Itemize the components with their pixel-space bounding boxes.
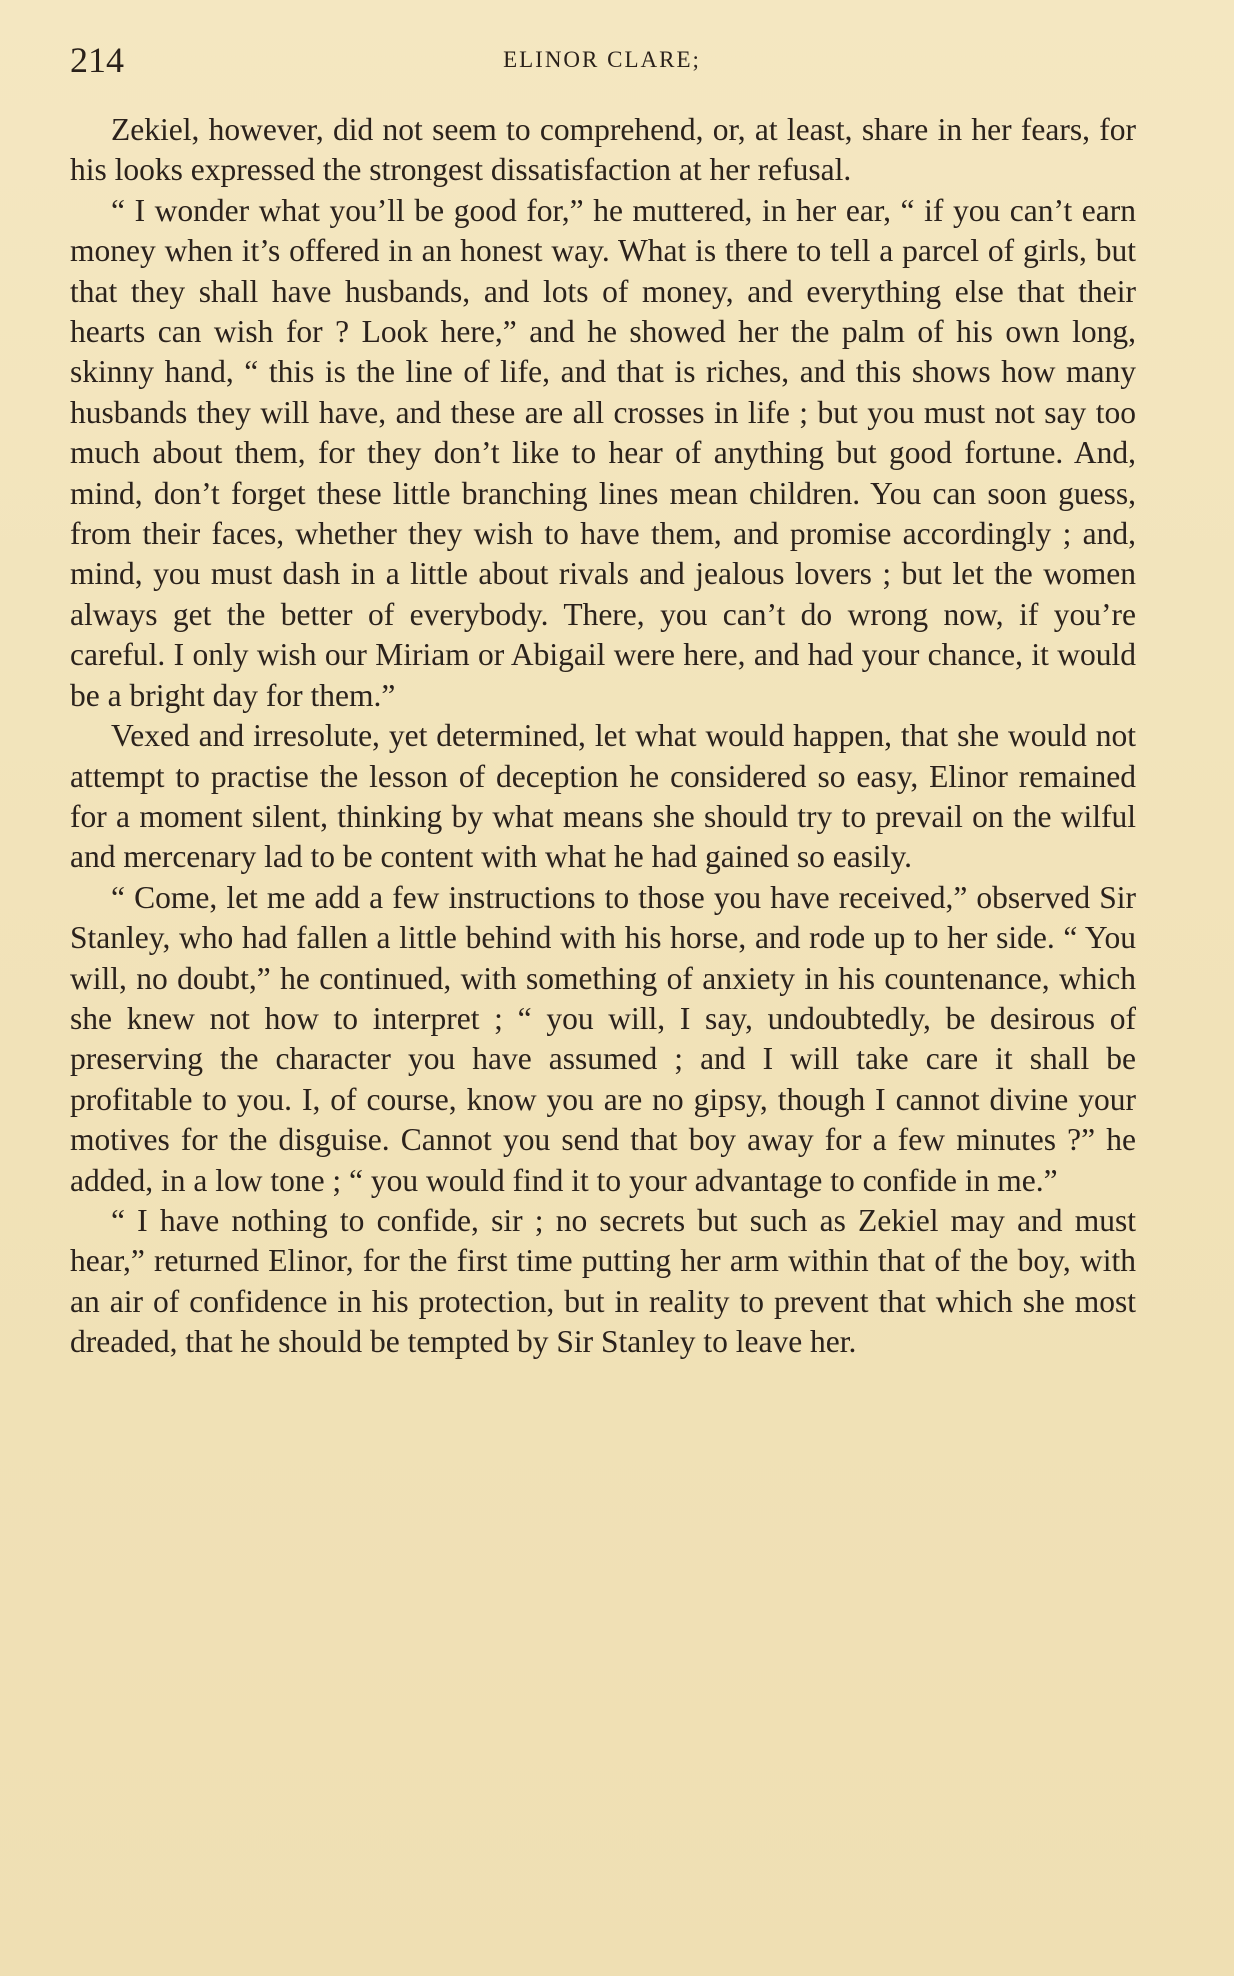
- paragraph: “ I wonder what you’ll be good for,” he muttered, in her ear, “ if you can’t earn money when it’s offered in an honest way. What is there to tell a parcel of girls, but that they shall have husbands, and lots of money, and everything else that their hearts can wish for ? Look here,” and he showed her the palm of his own long, skinny hand, “ this is the line of life, and that is riches, and this shows how many husbands they will have, and these are all crosses in life ; but you must not say too much about them, for they don’t like to hear of anything but good fortune. And, mind, don’t forget these little branching lines mean children. You can soon guess, from their faces, whether they wish to have them, and promise accordingly ; and, mind, you must dash in a little about rivals and jealous lovers ; but let the women always get the better of everybody. There, you can’t do wrong now, if you’re careful. I only wish our Miriam or Abigail were here, and had your chance, it would be a bright day for them.”: [70, 192, 1136, 713]
- paragraph: Vexed and irresolute, yet determined, let what would happen, that she would not attempt to practise the lesson of deception he considered so easy, Elinor remained for a moment silent, thinking by what means she should try to prevail on the wilful and mercenary lad to be content with what he had gained so easily.: [70, 718, 1136, 875]
- paragraph: Zekiel, however, did not seem to comprehend, or, at least, share in her fears, for his looks expressed the strongest dissatisfaction at her refusal.: [70, 112, 1136, 188]
- body-text: [70, 110, 1136, 1363]
- page-header: [70, 40, 1134, 80]
- paragraph: “ I have nothing to confide, sir ; no secrets but such as Zekiel may and must hear,” returned Elinor, for the first time putting her arm within that of the boy, with an air of confidence in his protection, but in reality to prevent that which she most dreaded, that he should be tempted by Sir Stanley to leave her.: [70, 1202, 1136, 1360]
- paragraph: “ Come, let me add a few instructions to those you have received,” observed Sir Stanley, who had fallen a little behind with his horse, and rode up to her side. “ You will, no doubt,” he continued, with something of anxiety in his countenance, which she knew not how to interpret ; “ you will, I say, undoubtedly, be desirous of preserving the character you have assumed ; and I will take care it shall be profitable to you. I, of course, know you are no gipsy, though I cannot divine your motives for the disguise. Cannot you send that boy away for a few minutes ?” he added, in a low tone ; “ you would find it to your advantage to confide in me.”: [70, 879, 1136, 1198]
- page-number: 214: [70, 40, 124, 80]
- running-title: ELINOR CLARE;: [503, 47, 701, 72]
